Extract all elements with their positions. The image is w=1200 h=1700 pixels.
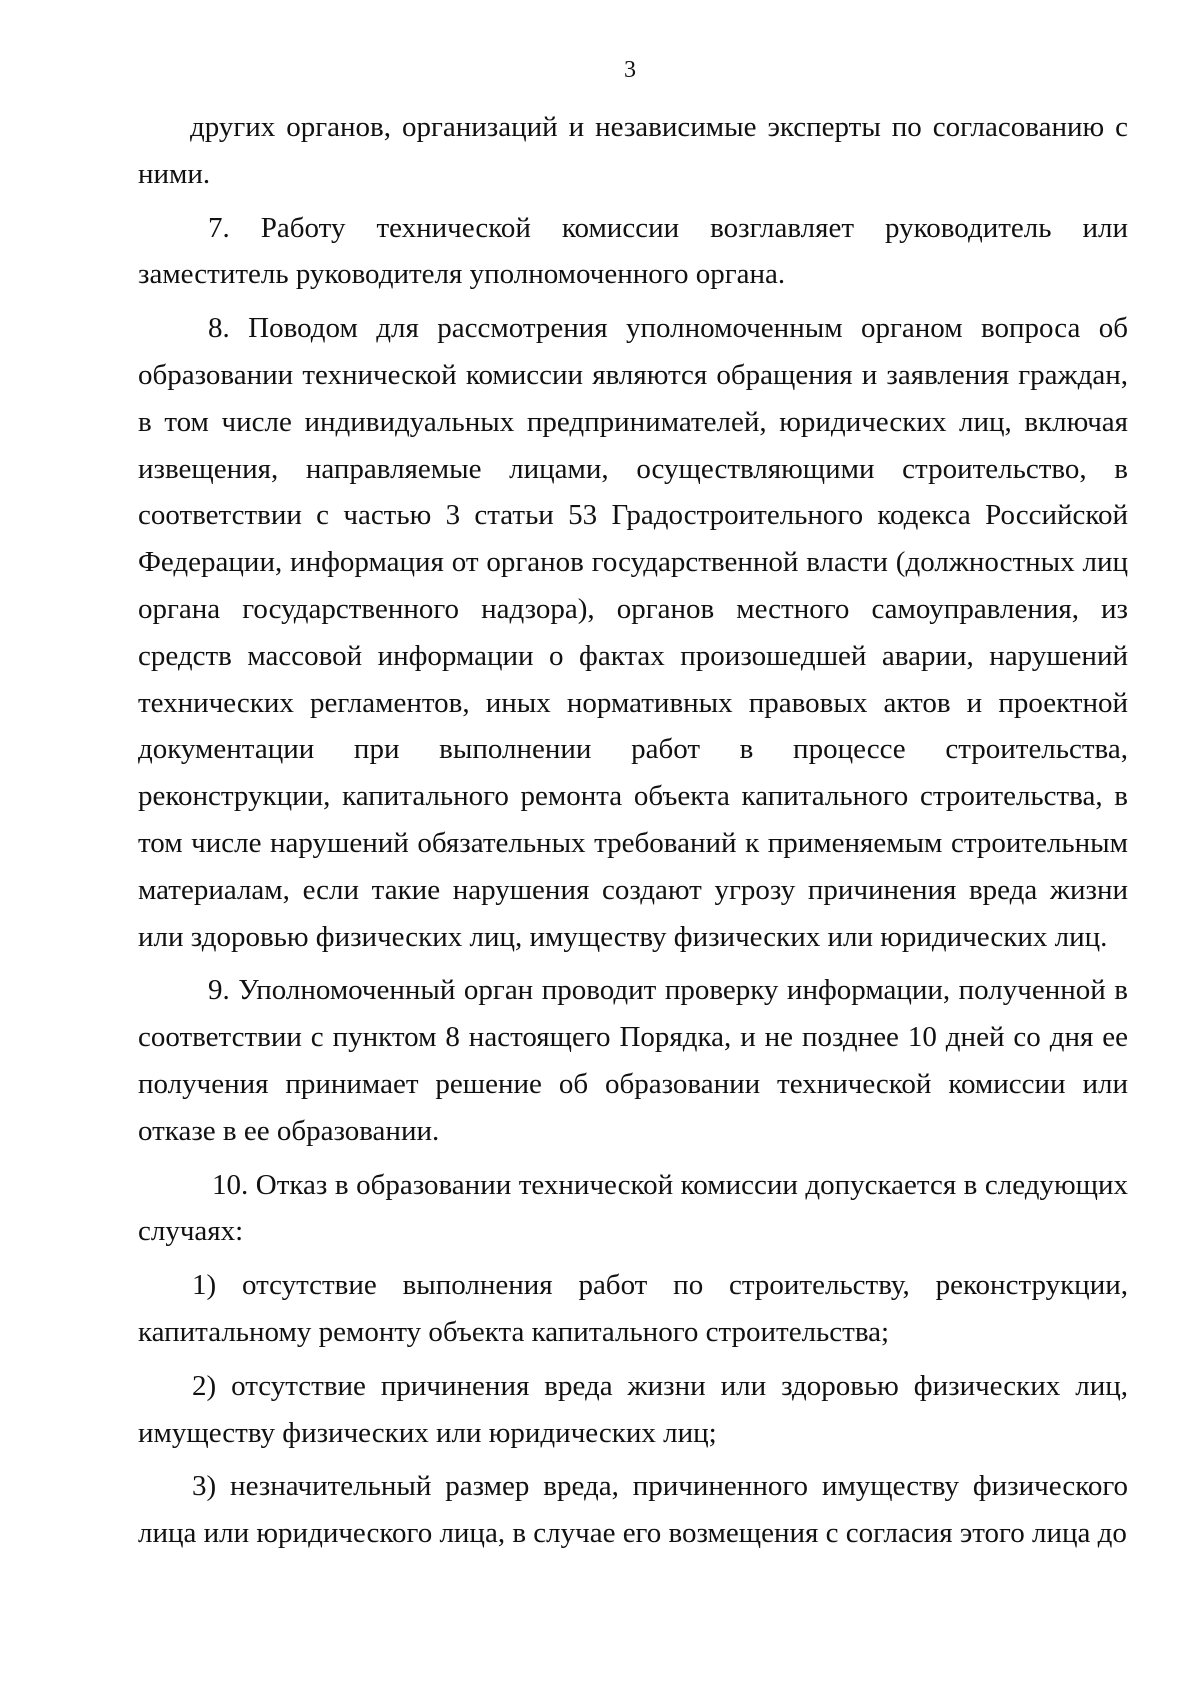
- list-item-1: 1) отсутствие выполнения работ по строительству, реконструкции, капитальному ремонту объекта капитального строительства;: [138, 1269, 1128, 1348]
- paragraph-7: 7. Работу технической комиссии возглавляет руководитель или заместитель руководителя уполномоченного органа.: [138, 211, 1128, 291]
- paragraph-continuation: других органов, организаций и независимые эксперты по согласованию с ними.: [138, 111, 1128, 190]
- page-number: 3: [624, 57, 636, 83]
- list-item-2: 2) отсутствие причинения вреда жизни или здоровью физических лиц, имуществу физических или юридических лиц;: [138, 1369, 1128, 1449]
- paragraph-9: 9. Уполномоченный орган проводит проверку информации, полученной в соответствии с пунктом 8 настоящего Порядка, и не позднее 10 дней со дня ее получения принимает решение об образовании технической комиссии или отказе в ее образовании.: [138, 974, 1128, 1147]
- paragraph-8: 8. Поводом для рассмотрения уполномоченным органом вопроса об образовании технической комиссии являются обращения и заявления граждан, в том числе индивидуальных предпринимателей, юридических лиц, включая извещения, направляемые лицами, осуществляющими строительство, в соответствии с частью 3 статьи 53 Градостроительного кодекса Российской Федерации, информация от органов государственной власти (должностных лиц органа государственного надзора), органов местного самоуправления, из средств массовой информации о фактах произошедшей аварии, нарушений технических регламентов, иных нормативных правовых актов и проектной документации при выполнении работ в процессе строительства, реконструкции, капитального ремонта объекта капитального строительства, в том числе нарушений обязательных требований к применяемым строительным материалам, если такие нарушения создают угрозу причинения вреда жизни или здоровью физических лиц, имуществу физических или юридических лиц.: [138, 312, 1128, 953]
- list-item-3: 3) незначительный размер вреда, причиненного имуществу физического лица или юридического лица, в случае его возмещения с согласия этого лица до: [138, 1470, 1128, 1550]
- document-body: [138, 104, 1128, 1557]
- paragraph-10: 10. Отказ в образовании технической комиссии допускается в следующих случаях:: [138, 1168, 1128, 1248]
